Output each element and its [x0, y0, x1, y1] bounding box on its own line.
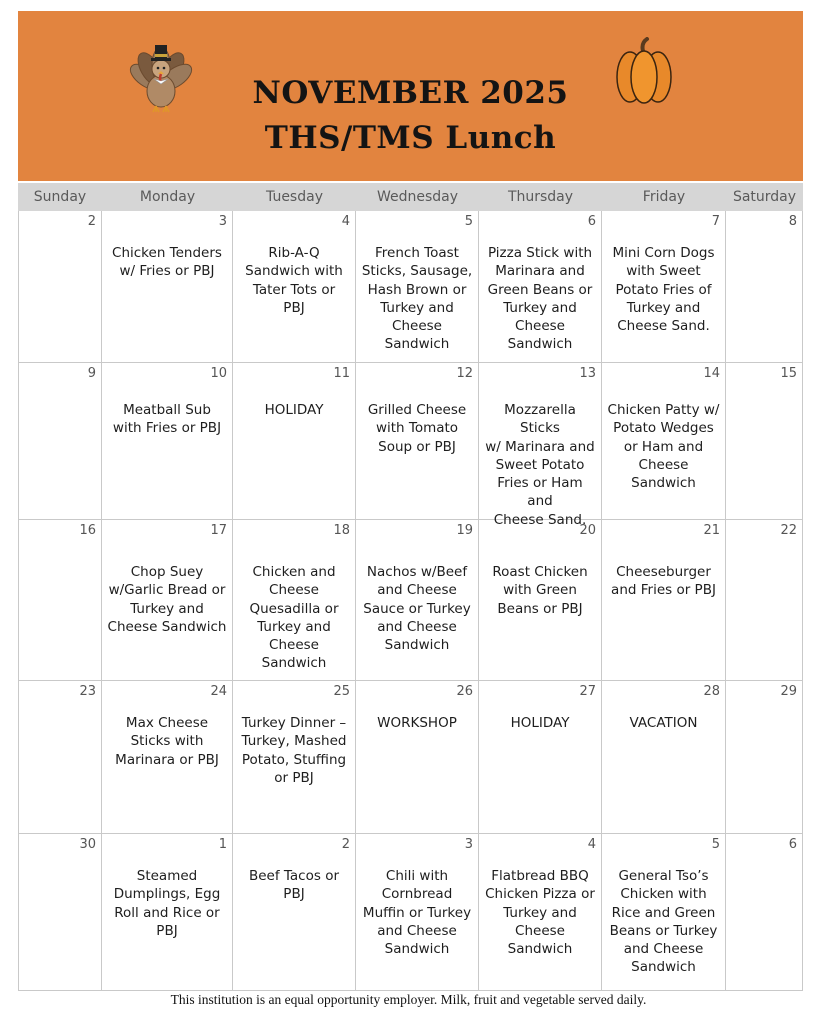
menu-item	[237, 563, 351, 673]
day-number: 27	[579, 684, 596, 699]
menu-line: Beef Tacos or	[248, 868, 340, 884]
menu-line: w/Garlic Bread or	[108, 582, 226, 599]
menu-line: with Tomato	[375, 420, 459, 437]
menu-line: and Cheese	[623, 941, 704, 958]
menu-line: Potato Wedges	[613, 420, 714, 437]
menu-line: PBJ	[156, 922, 178, 939]
menu-line: Rice and Green	[611, 904, 716, 921]
menu-line: and Cheese	[377, 922, 457, 939]
calendar-title-program: THS/TMS Lunch	[264, 120, 557, 156]
menu-item	[106, 867, 228, 940]
day-number: 21	[703, 523, 720, 538]
day-cell	[726, 363, 803, 520]
day-number: 9	[87, 366, 96, 381]
menu-line: Steamed	[136, 868, 198, 884]
day-number: 28	[703, 684, 720, 699]
menu-item	[360, 714, 474, 732]
day-number: 2	[341, 837, 350, 852]
day-number: 10	[210, 366, 227, 381]
day-cell	[726, 834, 803, 991]
menu-line: Cheese	[515, 922, 565, 939]
menu-item	[483, 563, 597, 618]
day-cell	[102, 520, 233, 681]
menu-item	[606, 867, 721, 977]
day-number: 11	[333, 366, 350, 381]
day-cell	[602, 363, 726, 520]
menu-line: or Ham and	[623, 438, 704, 455]
menu-line: Chicken Patty w/	[607, 402, 720, 418]
day-cell	[233, 834, 356, 991]
menu-item	[360, 401, 474, 456]
day-cell	[602, 520, 726, 681]
day-number: 16	[79, 523, 96, 538]
menu-line: Beans or PBJ	[497, 600, 583, 617]
menu-item	[606, 563, 721, 600]
day-cell	[602, 834, 726, 991]
day-number: 15	[780, 366, 797, 381]
menu-line: Chicken and	[252, 564, 336, 580]
day-number: 5	[711, 837, 720, 852]
pumpkin-icon	[612, 37, 676, 107]
menu-line: Dumplings, Egg	[113, 886, 221, 903]
menu-line: Cheese	[392, 318, 442, 335]
menu-line: and Fries or PBJ	[611, 582, 716, 599]
menu-line: Sandwich	[384, 941, 450, 958]
day-cell	[102, 363, 233, 520]
day-number: 23	[79, 684, 96, 699]
menu-item	[237, 714, 351, 787]
menu-item	[606, 244, 721, 335]
day-cell	[479, 363, 602, 528]
menu-line: Potato Fries of	[615, 281, 712, 298]
menu-line: Cheese	[269, 582, 319, 599]
menu-line: Sandwich	[507, 336, 573, 353]
day-number: 1	[218, 837, 227, 852]
weekday-header-thursday: Thursday	[479, 183, 602, 211]
menu-line: and Cheese	[377, 618, 457, 635]
day-cell	[102, 834, 233, 991]
menu-line: Turkey and	[503, 904, 577, 921]
day-cell	[233, 211, 356, 363]
header-banner	[18, 11, 803, 181]
calendar-title-month: NOVEMBER 2025	[252, 75, 569, 111]
menu-line: Turkey and	[130, 600, 204, 617]
menu-line: Cheese	[515, 318, 565, 335]
menu-line: French Toast	[375, 245, 459, 261]
weekday-header-sunday: Sunday	[18, 183, 102, 211]
menu-item	[106, 244, 228, 281]
day-number: 14	[703, 366, 720, 381]
footer-note: This institution is an equal opportunity employer. Milk, fruit and vegetable served daily.	[170, 992, 647, 1007]
menu-item	[483, 244, 597, 354]
menu-line: Tater Tots or	[252, 281, 336, 298]
menu-line: Sandwich	[384, 336, 450, 353]
day-cell	[356, 834, 479, 991]
menu-line: Chicken Pizza or	[485, 886, 595, 903]
menu-line: Roll and Rice or	[114, 904, 220, 921]
menu-line: Cheese Sand.	[617, 318, 710, 335]
menu-line: Sandwich	[631, 959, 696, 976]
menu-item	[237, 244, 351, 317]
weekday-header-saturday: Saturday	[726, 183, 803, 211]
menu-line: Pizza Stick with	[487, 245, 593, 261]
weekday-header-tuesday: Tuesday	[233, 183, 356, 211]
menu-line: General Tso’s	[618, 868, 709, 884]
menu-line: Turkey Dinner –	[241, 715, 347, 731]
menu-line: Sandwich	[631, 475, 696, 492]
menu-line: Quesadilla or	[249, 600, 339, 617]
menu-line: Fries or Ham and	[497, 475, 583, 510]
menu-line: Mini Corn Dogs	[612, 245, 715, 261]
menu-line: Muffin or Turkey	[362, 904, 472, 921]
day-number: 5	[464, 214, 473, 229]
weekday-header-wednesday: Wednesday	[356, 183, 479, 211]
day-cell	[726, 520, 803, 681]
day-number: 3	[464, 837, 473, 852]
menu-line: Chili with	[385, 868, 449, 884]
menu-line: Cheese Sandwich	[107, 618, 227, 635]
menu-line: Cornbread	[381, 886, 453, 903]
day-number: 7	[711, 214, 720, 229]
day-number: 6	[587, 214, 596, 229]
day-cell	[233, 681, 356, 834]
menu-item	[360, 867, 474, 958]
day-cell	[726, 211, 803, 363]
menu-line: HOLIDAY	[264, 402, 324, 418]
menu-item	[483, 714, 597, 732]
menu-item	[483, 867, 597, 958]
menu-line: Flatbread BBQ	[491, 868, 589, 884]
day-cell	[18, 520, 102, 681]
menu-item	[237, 401, 351, 419]
menu-line: Sticks, Sausage,	[361, 263, 473, 280]
menu-line: Soup or PBJ	[378, 438, 456, 455]
day-number: 4	[587, 837, 596, 852]
day-number: 8	[788, 214, 797, 229]
menu-line: Cheese	[269, 637, 319, 654]
menu-line: WORKSHOP	[377, 715, 457, 731]
day-cell	[479, 520, 602, 681]
menu-item	[106, 563, 228, 636]
day-number: 3	[218, 214, 227, 229]
day-cell	[356, 363, 479, 520]
menu-line: Hash Brown or	[367, 281, 467, 298]
menu-line: with Fries or PBJ	[112, 420, 222, 437]
day-cell	[233, 520, 356, 681]
menu-line: Beans or Turkey	[609, 922, 718, 939]
menu-line: Chicken with	[620, 886, 707, 903]
menu-line: Sandwich	[261, 655, 327, 672]
day-number: 26	[456, 684, 473, 699]
day-cell	[233, 363, 356, 520]
day-cell	[356, 211, 479, 363]
menu-line: Grilled Cheese	[367, 402, 467, 418]
day-number: 20	[579, 523, 596, 538]
menu-line: Turkey, Mashed	[241, 733, 347, 750]
day-cell	[479, 834, 602, 991]
menu-line: w/ Fries or PBJ	[119, 263, 215, 280]
menu-line: with Green	[503, 582, 577, 599]
day-number: 4	[341, 214, 350, 229]
day-number: 2	[87, 214, 96, 229]
weekday-header-friday: Friday	[602, 183, 726, 211]
day-cell	[18, 681, 102, 834]
day-number: 18	[333, 523, 350, 538]
menu-item	[606, 401, 721, 492]
menu-line: Max Cheese	[125, 715, 209, 731]
menu-line: Turkey and	[257, 618, 331, 635]
day-cell	[479, 211, 602, 363]
menu-item	[483, 401, 597, 529]
day-number: 13	[579, 366, 596, 381]
menu-line: Sandwich	[507, 941, 573, 958]
menu-line: Chicken Tenders	[112, 245, 222, 261]
day-number: 29	[780, 684, 797, 699]
menu-line: Mozzarella Sticks	[504, 402, 576, 437]
day-number: 24	[210, 684, 227, 699]
day-cell	[18, 834, 102, 991]
day-cell	[479, 681, 602, 834]
menu-line: Chop Suey	[130, 564, 204, 580]
day-cell	[18, 363, 102, 520]
menu-item	[360, 244, 474, 354]
menu-line: PBJ	[283, 886, 305, 903]
day-number: 6	[788, 837, 797, 852]
day-cell	[726, 681, 803, 834]
menu-line: Cheese Sand.	[493, 511, 587, 528]
day-number: 25	[333, 684, 350, 699]
menu-line: Meatball Sub	[123, 402, 211, 418]
day-cell	[102, 211, 233, 363]
menu-line: Marinara and	[495, 263, 585, 280]
menu-line: Sticks with	[130, 733, 204, 750]
menu-line: Marinara or PBJ	[115, 751, 219, 768]
menu-line: Sandwich with	[245, 263, 343, 280]
menu-line: Green Beans or	[487, 281, 593, 298]
menu-line: Rib-A-Q	[268, 245, 320, 261]
day-cell	[602, 681, 726, 834]
menu-item	[237, 867, 351, 904]
menu-item	[606, 714, 721, 732]
menu-line: w/ Marinara and	[485, 438, 595, 455]
menu-line: with Sweet	[626, 263, 701, 280]
day-cell	[602, 211, 726, 363]
day-number: 19	[456, 523, 473, 538]
menu-line: Sauce or Turkey	[363, 600, 471, 617]
menu-line: Turkey and	[380, 299, 454, 316]
menu-line: HOLIDAY	[510, 715, 570, 731]
menu-item	[106, 714, 228, 769]
day-cell	[356, 681, 479, 834]
day-number: 30	[79, 837, 96, 852]
weekday-header-monday: Monday	[102, 183, 233, 211]
day-number: 12	[456, 366, 473, 381]
menu-line: Turkey and	[503, 299, 577, 316]
menu-line: Cheeseburger	[616, 564, 711, 580]
day-number: 22	[780, 523, 797, 538]
day-cell	[18, 211, 102, 363]
menu-line: Sweet Potato	[495, 456, 585, 473]
menu-line: Nachos w/Beef	[366, 564, 468, 580]
menu-line: VACATION	[629, 715, 698, 731]
menu-line: Sandwich	[384, 637, 450, 654]
menu-item	[106, 401, 228, 438]
menu-item	[360, 563, 474, 654]
menu-line: or PBJ	[274, 769, 314, 786]
menu-line: Turkey and	[626, 299, 701, 316]
menu-line: Cheese	[638, 456, 689, 473]
day-cell	[102, 681, 233, 834]
day-cell	[356, 520, 479, 681]
menu-line: and Cheese	[377, 582, 457, 599]
day-number: 17	[210, 523, 227, 538]
menu-line: Roast Chicken	[492, 564, 588, 580]
menu-line: PBJ	[283, 299, 305, 316]
menu-line: Potato, Stuffing	[241, 751, 347, 768]
